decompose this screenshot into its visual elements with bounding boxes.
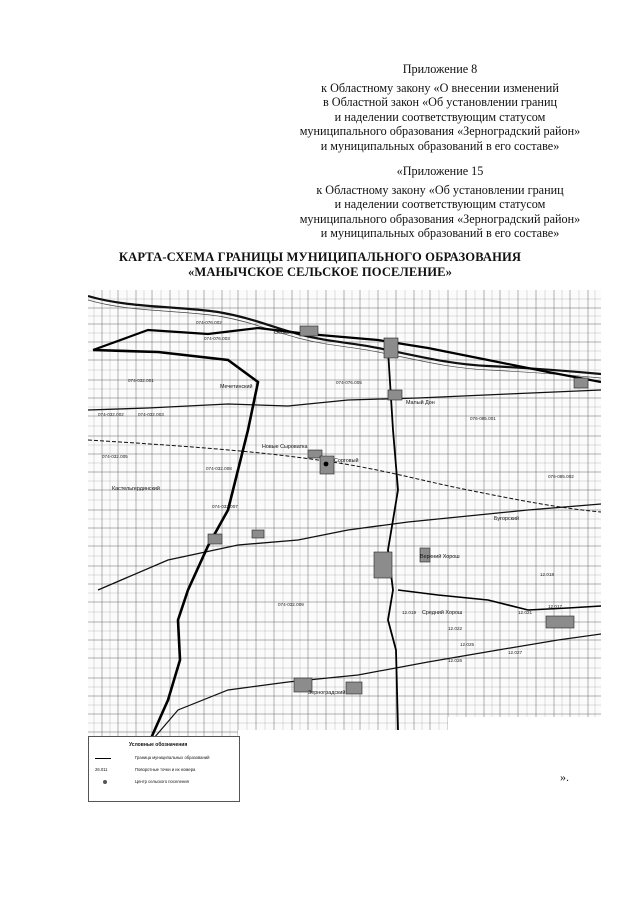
turning-point-code: 074-032.007 [212,504,238,509]
scheme-map [88,290,601,745]
legend-label: Поворотные точки и их номера [135,767,196,772]
legend-label: Центр сельского поселения [135,779,189,784]
annex-15-line: и наделении соответствующим статусом [334,197,546,212]
turning-point-code: 076-085.001 [470,416,496,421]
annex-8-header [290,62,590,154]
annex-8-line: муниципального образования «Зерноградский район» [299,124,581,139]
turning-point-code: 12.026 [448,658,463,663]
settlement-label: Средний Хорош [422,610,463,616]
turning-point-code: 12.017 [548,604,563,609]
settlement-label: Малый Дон [406,400,435,406]
turning-point-code: 074-076.002 [196,320,222,325]
settlement-label: Зерноградский [308,690,346,696]
turning-point-code: 076-085.002 [548,474,574,479]
settlement-label: Осокин [274,330,293,336]
annex-8-line: и наделении соответствующим статусом [334,109,546,124]
legend-title: Условные обозначения [129,742,188,748]
annex-15-line: и муниципальных образований в его составе» [320,226,560,241]
legend-center-dot [103,780,107,784]
settlement-label: Верхний Хорош [420,554,460,560]
turning-point-code: 12.019 [402,610,417,615]
map-legend [88,736,240,802]
turning-point-code: 074-032.009 [278,602,304,607]
closing-quote: ». [560,770,569,784]
settlement-label: Бугорский [494,516,520,522]
turning-point-code: 074-032.005 [102,454,128,459]
map-title-line-2: «МАНЫЧСКОЕ СЕЛЬСКОЕ ПОСЕЛЕНИЕ» [187,265,453,279]
annex-15-line: муниципального образования «Зерноградский район» [299,211,581,226]
settlement-label: Кастельгердинский [112,486,160,492]
annex-8-line: и муниципальных образований в его составе» [320,138,560,153]
turning-point-code: 074-032.001 [128,378,154,383]
turning-point-code: 074-032.003 [138,412,164,417]
turning-point-code: 12.021 [518,610,533,615]
legend-row-boundary [95,753,235,763]
annex-15-header [290,164,590,241]
turning-point-code: 074-076.003 [204,336,230,341]
annex-8-line: в Областной закон «Об установлении границ [322,95,557,110]
legend-boundary-line [95,755,111,759]
turning-point-code: 074-076.005 [336,380,362,385]
settlement-label: Новые Сыроватка [262,444,308,450]
map-title [40,250,600,280]
turning-point-code: 12.022 [448,626,463,631]
settlement-label: Мечетинский [220,384,253,390]
settlement-label: Сорговый [334,458,359,464]
turning-point-code: 074-032.002 [98,412,124,417]
turning-point-code: 074-032.008 [206,466,232,471]
turning-point-code: 12.027 [508,650,523,655]
legend-label: Граница муниципальных образований [135,755,210,760]
legend-row-points [95,765,235,775]
annex-8-line: Приложение 8 [402,62,478,76]
settlement-center-marker [324,462,329,467]
annex-8-line: к Областному закону «О внесении изменений [321,80,559,95]
legend-point-code: 26.011 [95,767,108,772]
map-title-line-1: КАРТА-СХЕМА ГРАНИЦЫ МУНИЦИПАЛЬНОГО ОБРАЗОВАНИЯ [118,250,522,264]
turning-point-code: 12.025 [460,642,475,647]
turning-point-code: 12.018 [540,572,555,577]
annex-15-line: «Приложение 15 [396,164,484,178]
legend-row-center [95,777,235,787]
annex-15-line: к Областному закону «Об установлении границ [316,182,564,197]
